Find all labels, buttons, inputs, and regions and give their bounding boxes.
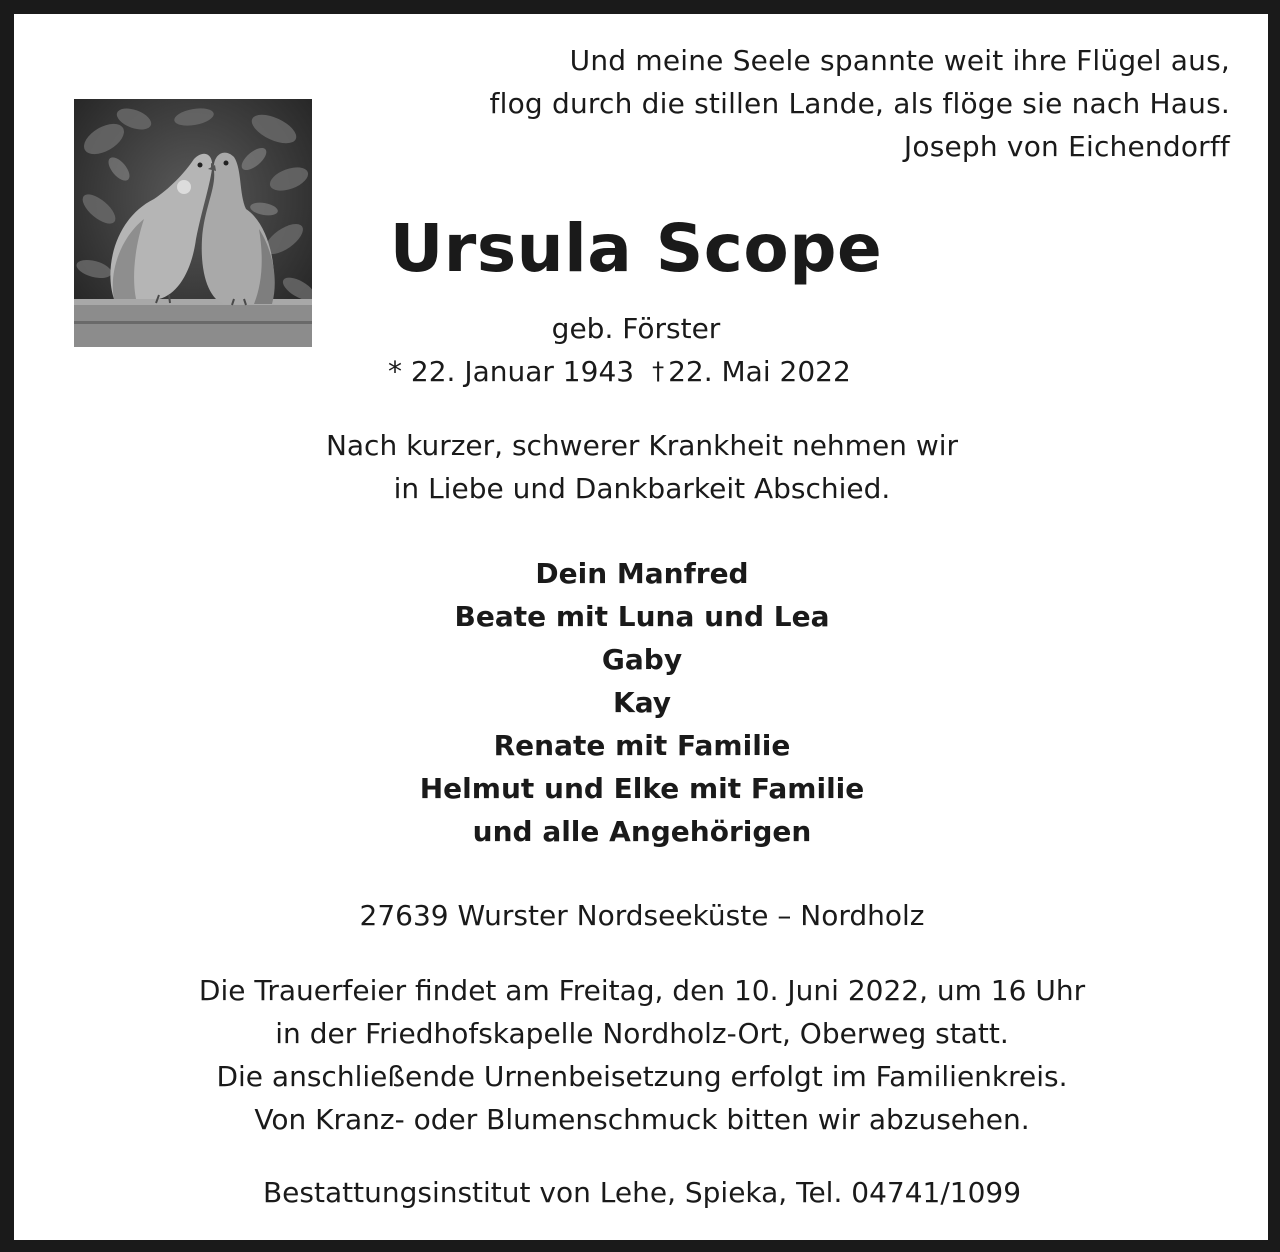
mourner-5: Renate mit Familie — [493, 729, 791, 762]
pigeons-photo — [74, 99, 312, 347]
quote-line-1: Und meine Seele spannte weit ihre Flügel aus, — [569, 44, 1230, 77]
address: 27639 Wurster Nordseeküste – Nordholz — [359, 899, 925, 932]
quote-line-2: flog durch die stillen Lande, als flöge sie nach Haus. — [489, 87, 1230, 120]
deceased-name: Ursula Scope — [389, 210, 883, 287]
mourner-2: Beate mit Luna und Lea — [454, 600, 830, 633]
ceremony-line-2: in der Friedhofskapelle Nordholz-Ort, Oberweg statt. — [275, 1017, 1009, 1050]
life-dates — [388, 355, 851, 388]
ceremony-line-1: Die Trauerfeier findet am Freitag, den 10. Juni 2022, um 16 Uhr — [198, 974, 1086, 1007]
mourner-4: Kay — [613, 686, 671, 719]
farewell-line-2: in Liebe und Dankbarkeit Abschied. — [393, 472, 891, 505]
death-date: 22. Mai 2022 — [668, 355, 851, 388]
funeral-home: Bestattungsinstitut von Lehe, Spieka, Tel. 04741/1099 — [262, 1176, 1022, 1209]
mourner-1: Dein Manfred — [535, 557, 749, 590]
birth-date: * 22. Januar 1943 — [388, 355, 635, 388]
pigeons-photo-icon — [74, 99, 312, 347]
mourner-7: und alle Angehörigen — [472, 815, 812, 848]
death-cross-icon: † — [652, 357, 665, 385]
farewell-line-1: Nach kurzer, schwerer Krankheit nehmen wir — [325, 429, 959, 462]
mourner-6: Helmut und Elke mit Familie — [419, 772, 865, 805]
mourner-3: Gaby — [601, 643, 683, 676]
birth-name: geb. Förster — [551, 312, 721, 345]
ceremony-line-3: Die anschließende Urnenbeisetzung erfolgt im Familienkreis. — [216, 1060, 1068, 1093]
quote-author: Joseph von Eichendorff — [903, 130, 1230, 163]
ceremony-line-4: Von Kranz- oder Blumenschmuck bitten wir abzusehen. — [254, 1103, 1030, 1136]
